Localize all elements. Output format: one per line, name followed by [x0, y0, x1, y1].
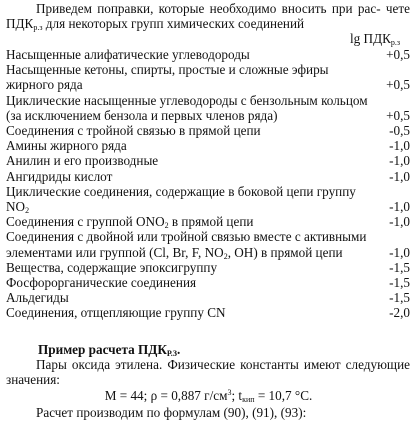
- row-value: -1,0: [389, 199, 410, 215]
- table-row: [6, 260, 410, 275]
- row-value: -1,5: [389, 275, 410, 291]
- row-value: -1,0: [389, 138, 410, 154]
- row-label: Соединения, отщепляющие группу CN: [6, 305, 226, 321]
- formula-part: = 10,7 °C.: [254, 388, 313, 403]
- row-value: +0,5: [386, 107, 410, 123]
- row-value: -1,0: [389, 153, 410, 169]
- intro-text-pdk: чете ПДК: [6, 1, 411, 32]
- example-text: Пары оксида этилена. Физические константы имеют следующие значения:: [6, 357, 410, 388]
- example-title-end: .: [177, 342, 181, 357]
- example-title-text: Пример расчета ПДК: [38, 342, 167, 357]
- row-value: -2,0: [389, 305, 410, 321]
- row-value: -1,5: [389, 259, 410, 275]
- row-label: Альдегиды: [6, 290, 69, 306]
- row-value: -1,5: [389, 290, 410, 306]
- row-label: Ангидриды кислот: [6, 168, 113, 184]
- calculation-note: Расчет производим по формулам (90), (91), (93):: [36, 405, 307, 420]
- row-value: -1,0: [389, 168, 410, 184]
- row-label: Насыщенные кетоны, спирты, простые и сложные эфиры жирного ряда: [6, 62, 329, 93]
- intro-subscript: р.з: [33, 23, 43, 33]
- formula-part: M = 44; ρ = 0,887 г/см: [104, 388, 228, 403]
- table-header-subscript: р.з: [390, 38, 401, 47]
- constants-formula: [0, 388, 417, 403]
- row-label: Циклические соединения, содержащие в боковой цепи группу $NO_2$: [6, 183, 356, 216]
- intro-paragraph: [6, 1, 410, 31]
- table-row: [6, 290, 410, 305]
- row-value: -1,0: [389, 244, 410, 260]
- example-title: [38, 342, 180, 357]
- formula-part: ; t: [231, 388, 243, 403]
- table-row: [6, 47, 410, 62]
- table-row: [6, 62, 410, 92]
- row-label: Насыщенные алифатические углеводороды: [6, 47, 250, 62]
- row-value: -1,0: [389, 214, 410, 230]
- table-row: [6, 275, 410, 290]
- table-row: [6, 169, 410, 184]
- row-value: -0,5: [389, 123, 410, 139]
- table-row: [6, 184, 410, 214]
- intro-text: Приведем поправки, которые необходимо вносить при рас-: [36, 1, 381, 16]
- row-label: Анилин и его производные: [6, 153, 159, 169]
- row-value: +0,5: [386, 47, 410, 62]
- table-row: [6, 93, 410, 123]
- table-row: [6, 153, 410, 168]
- row-label: Фосфорорганические соединения: [6, 275, 197, 291]
- table-row: [6, 123, 410, 138]
- table-row: [6, 138, 410, 153]
- table-row: [6, 214, 410, 229]
- row-label: Вещества, содержащие эпоксигруппу: [6, 259, 218, 275]
- row-label: Соединения с двойной или тройной связью вместе с активными элементами или группой (Cl, Br, F, $NO_2$, OH) в прямой цепи: [6, 229, 367, 261]
- corrections-table: [6, 47, 410, 321]
- row-label: Циклические насыщенные углеводороды с бензольным кольцом (за исключением бензола и первых членов ряда): [6, 92, 368, 123]
- table-header: [350, 31, 400, 46]
- example-title-subscript: Р.З: [166, 349, 177, 358]
- intro-text-end: для некоторых групп химических соединений: [42, 16, 305, 32]
- row-value: +0,5: [386, 77, 410, 93]
- table-row: [6, 229, 410, 259]
- formula-superscript: 3: [227, 388, 232, 397]
- formula-subscript: кип: [242, 395, 255, 404]
- table-row: [6, 305, 410, 320]
- row-label: Амины жирного ряда: [6, 138, 127, 154]
- table-header-label: lg ПДК: [350, 31, 391, 46]
- row-label: Соединения с группой $ONO_2$ в прямой цепи: [6, 214, 254, 231]
- row-label: Соединения с тройной связью в прямой цепи: [6, 123, 261, 139]
